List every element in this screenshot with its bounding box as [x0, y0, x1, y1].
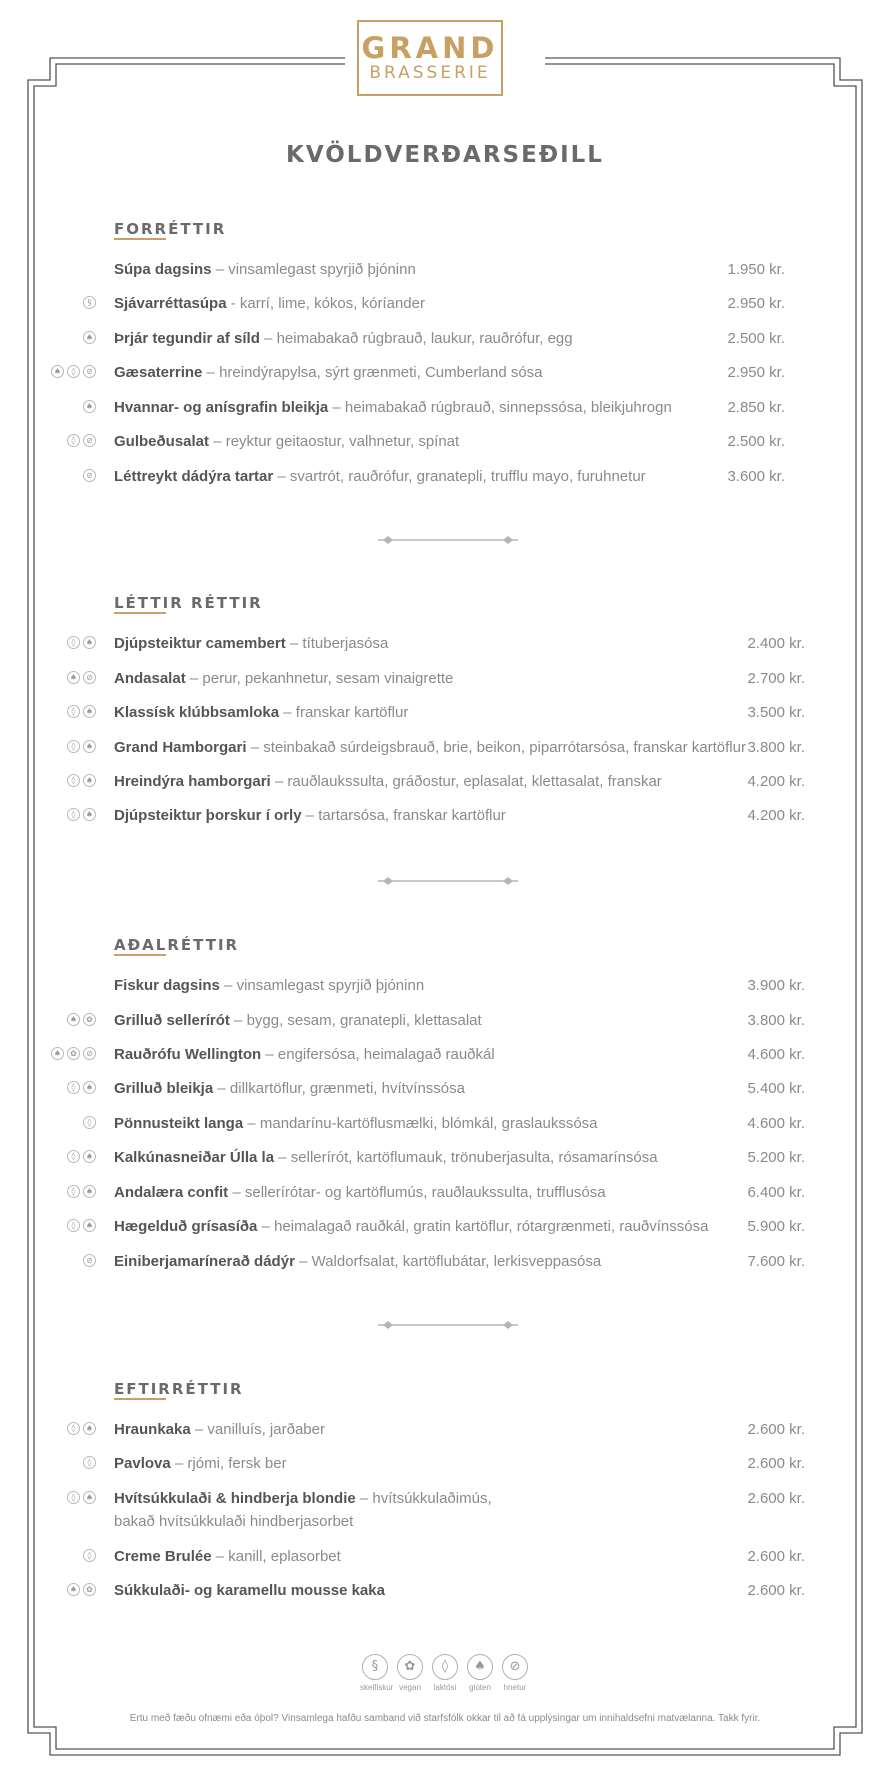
allergen-icons [67, 636, 96, 649]
item-description [114, 804, 506, 827]
allergen-icons [67, 671, 96, 684]
item-description [114, 1215, 708, 1238]
item-description [114, 1487, 492, 1533]
menu-item [0, 430, 890, 460]
wheat-icon: ♠ [83, 774, 96, 787]
item-description [114, 258, 416, 281]
allergen-icons [67, 1583, 96, 1596]
item-description [114, 465, 646, 488]
allergen-icons [83, 1549, 96, 1562]
shrimp-icon: § [83, 296, 96, 309]
menu-item [0, 361, 890, 391]
item-ingredients: sellerírótar- og kartöflumús, rauðlaukssulta, trufflusósa [244, 1184, 606, 1201]
allergen-icons [83, 1456, 96, 1469]
item-separator: – [355, 1490, 373, 1507]
section-heading: AÐALRÉTTIR [114, 936, 240, 954]
brand-name: GRAND [361, 31, 499, 65]
leaf-icon: ✿ [83, 1013, 96, 1026]
section-divider [376, 1320, 520, 1330]
legend-item [360, 1654, 394, 1692]
section-underline [114, 954, 166, 956]
menu-item [0, 1146, 890, 1176]
item-ingredients: sellerírót, kartöflumauk, trönuberjasulta, rósamarínsósa [290, 1149, 658, 1166]
allergen-icons [67, 434, 96, 447]
allergen-icons [67, 1491, 96, 1504]
item-separator: – [229, 1012, 247, 1029]
wheat-icon: ♠ [51, 1047, 64, 1060]
item-separator: – [211, 261, 229, 278]
item-name: Grilluð bleikja [114, 1080, 214, 1097]
item-ingredients: hreindýrapylsa, sýrt grænmeti, Cumberland sósa [219, 364, 543, 381]
allergen-icons [83, 1254, 96, 1267]
menu-item [0, 1418, 890, 1448]
brand-logo [357, 20, 503, 96]
wheat-icon: ♠ [83, 740, 96, 753]
allergen-icons [67, 1422, 96, 1435]
item-price: 5.200 kr. [747, 1149, 805, 1166]
item-ingredients: reyktur geitaostur, valhnetur, spínat [225, 433, 460, 450]
allergen-icons [51, 1047, 96, 1060]
item-name: Kalkúnasneiðar Úlla la [114, 1149, 275, 1166]
item-name: Pönnusteikt langa [114, 1115, 244, 1132]
item-ingredients: vinsamlegast spyrjið þjóninn [228, 261, 416, 278]
item-description [114, 1545, 341, 1568]
menu-item [0, 804, 890, 834]
leaf-icon: ✿ [67, 1047, 80, 1060]
section-underline [114, 612, 166, 614]
shrimp-icon: § [362, 1654, 388, 1680]
item-price: 3.500 kr. [747, 704, 805, 721]
item-name: Djúpsteiktur camembert [114, 635, 286, 652]
legend-label: laktósi [433, 1683, 457, 1692]
item-name: Andalæra confit [114, 1184, 229, 1201]
item-price: 4.200 kr. [747, 773, 805, 790]
item-description [114, 327, 573, 350]
item-description [114, 292, 425, 315]
legend-label: glúten [469, 1683, 491, 1692]
wheat-icon: ♠ [51, 365, 64, 378]
item-description [114, 1009, 482, 1032]
menu-item [0, 1250, 890, 1280]
item-name: Fiskur dagsins [114, 977, 220, 994]
item-name: Súkkulaði- og karamellu mousse kaka [114, 1582, 385, 1599]
item-separator: – [228, 1184, 245, 1201]
item-separator: – [259, 330, 277, 347]
item-price: 4.200 kr. [747, 807, 805, 824]
menu-item [0, 667, 890, 697]
allergen-icons [83, 331, 96, 344]
item-price: 1.950 kr. [727, 261, 785, 278]
leaf-icon: ✿ [83, 1583, 96, 1596]
item-ingredients: vinsamlegast spyrjið þjóninn [236, 977, 425, 994]
milk-icon: ◊ [432, 1654, 458, 1680]
allergen-icons [83, 469, 96, 482]
milk-icon: ◊ [67, 1219, 80, 1232]
item-separator: – [213, 1080, 230, 1097]
item-price: 3.900 kr. [747, 977, 805, 994]
item-description [114, 361, 543, 384]
milk-icon: ◊ [67, 774, 80, 787]
milk-icon: ◊ [83, 1116, 96, 1129]
allergen-icons [67, 1219, 96, 1232]
menu-item [0, 1215, 890, 1245]
milk-icon: ◊ [83, 1549, 96, 1562]
item-separator: – [219, 977, 237, 994]
menu-item [0, 1009, 890, 1039]
item-price: 7.600 kr. [747, 1253, 805, 1270]
nut-icon: ⊘ [83, 1254, 96, 1267]
item-separator: – [285, 635, 303, 652]
allergen-icons [67, 740, 96, 753]
item-name: Hægelduð grísasíða [114, 1218, 258, 1235]
milk-icon: ◊ [67, 740, 80, 753]
item-separator: – [294, 1253, 312, 1270]
milk-icon: ◊ [67, 1150, 80, 1163]
item-price: 2.600 kr. [747, 1582, 805, 1599]
nut-icon: ⊘ [83, 1047, 96, 1060]
item-description [114, 736, 746, 759]
item-description [114, 1418, 325, 1441]
item-price: 2.500 kr. [727, 433, 785, 450]
item-ingredients: kanill, eplasorbet [228, 1548, 341, 1565]
item-separator: – [279, 704, 296, 721]
legend-item [465, 1654, 495, 1692]
item-separator: – [301, 807, 319, 824]
allergen-icons [83, 400, 96, 413]
item-separator: – [270, 773, 288, 790]
item-price: 2.600 kr. [747, 1490, 805, 1507]
item-description [114, 396, 672, 419]
allergen-icons [83, 296, 96, 309]
menu-item [0, 327, 890, 357]
item-separator: – [246, 739, 264, 756]
allergy-notice: Ertu með fæðu ofnæmi eða óþol? Vinsamlega hafðu samband við starfsfólk okkar til að fá upplýsingar um innihaldsefni matvælanna. Takk fyrir. [129, 1713, 761, 1724]
item-separator: – [190, 1421, 208, 1438]
item-ingredients: rauðlaukssulta, gráðostur, eplasalat, klettasalat, franskar [287, 773, 662, 790]
menu-item [0, 770, 890, 800]
milk-icon: ◊ [67, 1422, 80, 1435]
item-description [114, 1043, 495, 1066]
wheat-icon: ♠ [67, 1583, 80, 1596]
item-description [114, 701, 408, 724]
item-description [114, 667, 453, 690]
allergen-legend [360, 1654, 530, 1692]
milk-icon: ◊ [67, 1185, 80, 1198]
item-price: 2.600 kr. [747, 1421, 805, 1438]
menu-item [0, 701, 890, 731]
item-name: Pavlova [114, 1455, 171, 1472]
item-name: Hraunkaka [114, 1421, 191, 1438]
section-heading: LÉTTIR RÉTTIR [114, 594, 263, 612]
item-price: 2.950 kr. [727, 364, 785, 381]
item-separator: – [273, 468, 290, 485]
nut-icon: ⊘ [83, 671, 96, 684]
wheat-icon: ♠ [83, 1081, 96, 1094]
allergen-icons [67, 808, 96, 821]
item-description [114, 1112, 598, 1135]
item-name: Gæsaterrine [114, 364, 203, 381]
item-description [114, 430, 459, 453]
brand-subtitle: BRASSERIE [369, 63, 491, 83]
item-name: Hvítsúkkulaði & hindberja blondie [114, 1490, 356, 1507]
item-ingredients: franskar kartöflur [295, 704, 409, 721]
item-ingredients: rjómi, fersk ber [187, 1455, 287, 1472]
menu-item [0, 292, 890, 322]
item-ingredients: mandarínu-kartöflusmælki, blómkál, graslaukssósa [259, 1115, 598, 1132]
milk-icon: ◊ [67, 1081, 80, 1094]
item-name: Hreindýra hamborgari [114, 773, 271, 790]
section-underline [114, 238, 166, 240]
item-name: Sjávarréttasúpa [114, 295, 227, 312]
item-ingredients: vanilluís, jarðaber [207, 1421, 325, 1438]
allergen-icons [83, 1116, 96, 1129]
milk-icon: ◊ [67, 1491, 80, 1504]
allergen-icons [67, 705, 96, 718]
legend-item [500, 1654, 530, 1692]
milk-icon: ◊ [67, 705, 80, 718]
allergen-icons [67, 774, 96, 787]
wheat-icon: ♠ [83, 1491, 96, 1504]
item-ingredients: tartarsósa, franskar kartöflur [318, 807, 506, 824]
item-separator: – [274, 1149, 291, 1166]
item-description [114, 1146, 658, 1169]
page-title: KVÖLDVERÐARSEÐILL [286, 142, 604, 168]
item-ingredients: bygg, sesam, granatepli, klettasalat [246, 1012, 482, 1029]
item-description [114, 632, 388, 655]
item-name: Rauðrófu Wellington [114, 1046, 262, 1063]
milk-icon: ◊ [67, 365, 80, 378]
item-price: 4.600 kr. [747, 1046, 805, 1063]
item-ingredients: karrí, lime, kókos, kóríander [239, 295, 425, 312]
item-description [114, 1077, 465, 1100]
item-separator: - [226, 295, 240, 312]
item-ingredients: perur, pekanhnetur, sesam vinaigrette [202, 670, 454, 687]
item-name: Hvannar- og anísgrafin bleikja [114, 399, 329, 416]
wheat-icon: ♠ [83, 808, 96, 821]
item-separator: – [170, 1455, 188, 1472]
menu-item [0, 1452, 890, 1482]
item-name: Súpa dagsins [114, 261, 212, 278]
item-ingredients: engifersósa, heimalagað rauðkál [277, 1046, 495, 1063]
item-name: Andasalat [114, 670, 186, 687]
item-name: Grand Hamborgari [114, 739, 247, 756]
leaf-icon: ✿ [397, 1654, 423, 1680]
allergen-icons [67, 1185, 96, 1198]
item-price: 5.400 kr. [747, 1080, 805, 1097]
item-name: Creme Brulée [114, 1548, 212, 1565]
menu-item [0, 1487, 890, 1530]
item-name: Einiberjamarínerað dádýr [114, 1253, 295, 1270]
menu-item [0, 1043, 890, 1073]
item-price: 2.850 kr. [727, 399, 785, 416]
allergen-icons [67, 1013, 96, 1026]
nut-icon: ⊘ [83, 365, 96, 378]
allergen-icons [51, 365, 96, 378]
nut-icon: ⊘ [502, 1654, 528, 1680]
item-separator: – [257, 1218, 275, 1235]
item-price: 3.800 kr. [747, 1012, 805, 1029]
wheat-icon: ♠ [467, 1654, 493, 1680]
item-name: Grilluð sellerírót [114, 1012, 230, 1029]
allergen-icons [67, 1150, 96, 1163]
item-ingredients: dillkartöflur, grænmeti, hvítvínssósa [229, 1080, 465, 1097]
menu-item [0, 1112, 890, 1142]
item-price: 2.400 kr. [747, 635, 805, 652]
nut-icon: ⊘ [83, 434, 96, 447]
milk-icon: ◊ [67, 808, 80, 821]
item-price: 6.400 kr. [747, 1184, 805, 1201]
item-separator: – [185, 670, 203, 687]
item-separator: – [209, 433, 226, 450]
wheat-icon: ♠ [67, 1013, 80, 1026]
wheat-icon: ♠ [83, 400, 96, 413]
menu-item [0, 465, 890, 495]
legend-label: skelfiskur [360, 1683, 394, 1692]
item-price: 2.600 kr. [747, 1455, 805, 1472]
legend-item [395, 1654, 425, 1692]
milk-icon: ◊ [83, 1456, 96, 1469]
menu-item [0, 1579, 890, 1609]
wheat-icon: ♠ [83, 636, 96, 649]
section-underline [114, 1398, 166, 1400]
wheat-icon: ♠ [83, 1150, 96, 1163]
item-ingredients: Waldorfsalat, kartöflubátar, lerkisveppasósa [311, 1253, 602, 1270]
menu-item [0, 974, 890, 1004]
item-ingredients: hvítsúkkulaðimús, [372, 1490, 492, 1507]
allergen-icons [67, 1081, 96, 1094]
legend-item [430, 1654, 460, 1692]
item-price: 4.600 kr. [747, 1115, 805, 1132]
item-price: 3.800 kr. [747, 739, 805, 756]
milk-icon: ◊ [67, 434, 80, 447]
menu-item [0, 1181, 890, 1211]
item-separator: – [328, 399, 345, 416]
item-ingredients: svartrót, rauðrófur, granatepli, trufflu mayo, furuhnetur [289, 468, 646, 485]
menu-item [0, 1077, 890, 1107]
item-name: Klassísk klúbbsamloka [114, 704, 280, 721]
menu-item [0, 736, 890, 766]
item-description [114, 1181, 606, 1204]
menu-item [0, 1545, 890, 1575]
menu-item [0, 632, 890, 662]
menu-item [0, 396, 890, 426]
item-separator: – [211, 1548, 229, 1565]
item-description [114, 974, 424, 997]
wheat-icon: ♠ [83, 1219, 96, 1232]
item-name: Djúpsteiktur þorskur í orly [114, 807, 302, 824]
item-separator: – [261, 1046, 278, 1063]
item-separator: – [243, 1115, 260, 1132]
item-name: Gulbeðusalat [114, 433, 210, 450]
item-ingredients-cont: bakað hvítsúkkulaði hindberjasorbet [114, 1513, 354, 1530]
item-price: 2.700 kr. [747, 670, 805, 687]
item-separator: – [202, 364, 220, 381]
menu-item [0, 258, 890, 288]
item-price: 2.600 kr. [747, 1548, 805, 1565]
section-heading: EFTIRRÉTTIR [114, 1380, 244, 1398]
item-ingredients: steinbakað súrdeigsbrauð, brie, beikon, piparrótarsósa, franskar kartöflur [263, 739, 746, 756]
item-ingredients: heimabakað rúgbrauð, sinnepssósa, bleikjuhrogn [344, 399, 672, 416]
item-price: 2.500 kr. [727, 330, 785, 347]
item-description [114, 1579, 385, 1602]
wheat-icon: ♠ [83, 1422, 96, 1435]
section-heading: FORRÉTTIR [114, 220, 227, 238]
milk-icon: ◊ [67, 636, 80, 649]
wheat-icon: ♠ [83, 705, 96, 718]
legend-label: vegan [399, 1683, 421, 1692]
item-description [114, 1452, 287, 1475]
item-ingredients: títuberjasósa [302, 635, 389, 652]
nut-icon: ⊘ [83, 469, 96, 482]
wheat-icon: ♠ [83, 331, 96, 344]
item-price: 2.950 kr. [727, 295, 785, 312]
item-price: 3.600 kr. [727, 468, 785, 485]
wheat-icon: ♠ [67, 671, 80, 684]
item-ingredients: heimabakað rúgbrauð, laukur, rauðrófur, egg [276, 330, 573, 347]
item-description [114, 1250, 601, 1273]
legend-label: hnetur [503, 1683, 527, 1692]
wheat-icon: ♠ [83, 1185, 96, 1198]
item-name: Léttreykt dádýra tartar [114, 468, 274, 485]
item-name: Þrjár tegundir af síld [114, 330, 260, 347]
item-ingredients: heimalagað rauðkál, gratin kartöflur, rótargrænmeti, rauðvínssósa [274, 1218, 709, 1235]
item-price: 5.900 kr. [747, 1218, 805, 1235]
item-description [114, 770, 662, 793]
section-divider [376, 535, 520, 545]
section-divider [376, 876, 520, 886]
